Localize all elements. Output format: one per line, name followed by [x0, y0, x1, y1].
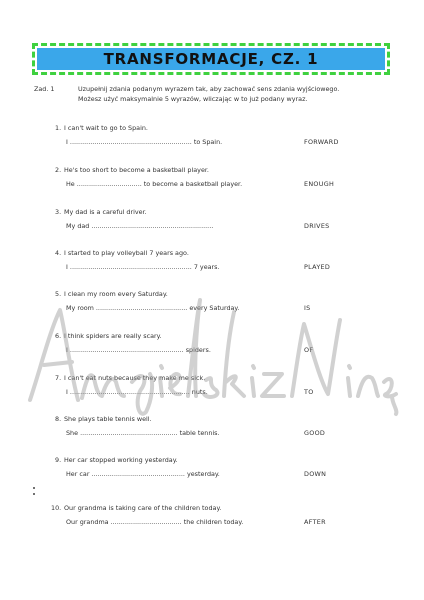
item-keyword: DOWN [304, 470, 327, 478]
instruction-line-2: Możesz użyć maksymalnie 5 wyrazów, wliczając w to już podany wyraz. [78, 95, 308, 103]
item-sentence: Her car stopped working yesterday. [64, 456, 178, 464]
item-gap-line: I ........................................................ spiders. [66, 346, 211, 354]
item-sentence: Our grandma is taking care of the children today. [64, 504, 222, 512]
item-number: 9. [55, 456, 62, 464]
item-number: 7. [55, 374, 62, 382]
item-gap-line: My room ............................................. every Saturday. [66, 304, 240, 312]
page-title: TRANSFORMACJE, CZ. 1 [103, 50, 319, 68]
item-sentence: I think spiders are really scary. [64, 332, 162, 340]
item-gap-line: He ................................ to become a basketball player. [66, 180, 243, 188]
item-gap-line: I ........................................................... nuts. [66, 388, 208, 396]
item-number: 8. [55, 415, 62, 423]
item-sentence: I can't wait to go to Spain. [64, 124, 148, 132]
item-sentence: He's too short to become a basketball player. [64, 166, 209, 174]
item-gap-line: Our grandma ................................... the children today. [66, 518, 244, 526]
item-keyword: GOOD [304, 429, 326, 437]
item-gap-line: She ................................................ table tennis. [66, 429, 220, 437]
item-sentence: I clean my room every Saturday. [64, 290, 168, 298]
item-number: 4. [55, 249, 62, 257]
item-keyword: OF [304, 346, 314, 354]
stray-dot [33, 493, 35, 495]
item-keyword: DRIVES [304, 222, 330, 230]
item-gap-line: I ............................................................ 7 years. [66, 263, 220, 271]
item-keyword: FORWARD [304, 138, 339, 146]
item-gap-line: My dad ............................................................ [66, 222, 214, 230]
item-number: 10. [51, 504, 62, 512]
stray-dot [33, 487, 35, 489]
item-keyword: ENOUGH [304, 180, 335, 188]
item-number: 2. [55, 166, 62, 174]
item-keyword: TO [304, 388, 314, 396]
item-number: 1. [55, 124, 62, 132]
item-number: 5. [55, 290, 62, 298]
title-banner [32, 43, 390, 75]
item-number: 3. [55, 208, 62, 216]
item-sentence: She plays table tennis well. [64, 415, 152, 423]
item-sentence: I can't eat nuts because they make me sick. [64, 374, 206, 382]
item-sentence: My dad is a careful driver. [64, 208, 147, 216]
item-keyword: PLAYED [304, 263, 331, 271]
item-keyword: IS [304, 304, 311, 312]
item-gap-line: Her car .............................................. yesterday. [66, 470, 220, 478]
item-sentence: I started to play volleyball 7 years ago. [64, 249, 189, 257]
item-number: 6. [55, 332, 62, 340]
item-gap-line: I ............................................................ to Spain. [66, 138, 223, 146]
instruction-line-1: Uzupełnij zdania podanym wyrazem tak, aby zachować sens zdania wyjściowego. [78, 85, 340, 93]
item-keyword: AFTER [304, 518, 326, 526]
title-banner-fill [37, 48, 385, 70]
task-label: Zad. 1 [34, 85, 55, 93]
